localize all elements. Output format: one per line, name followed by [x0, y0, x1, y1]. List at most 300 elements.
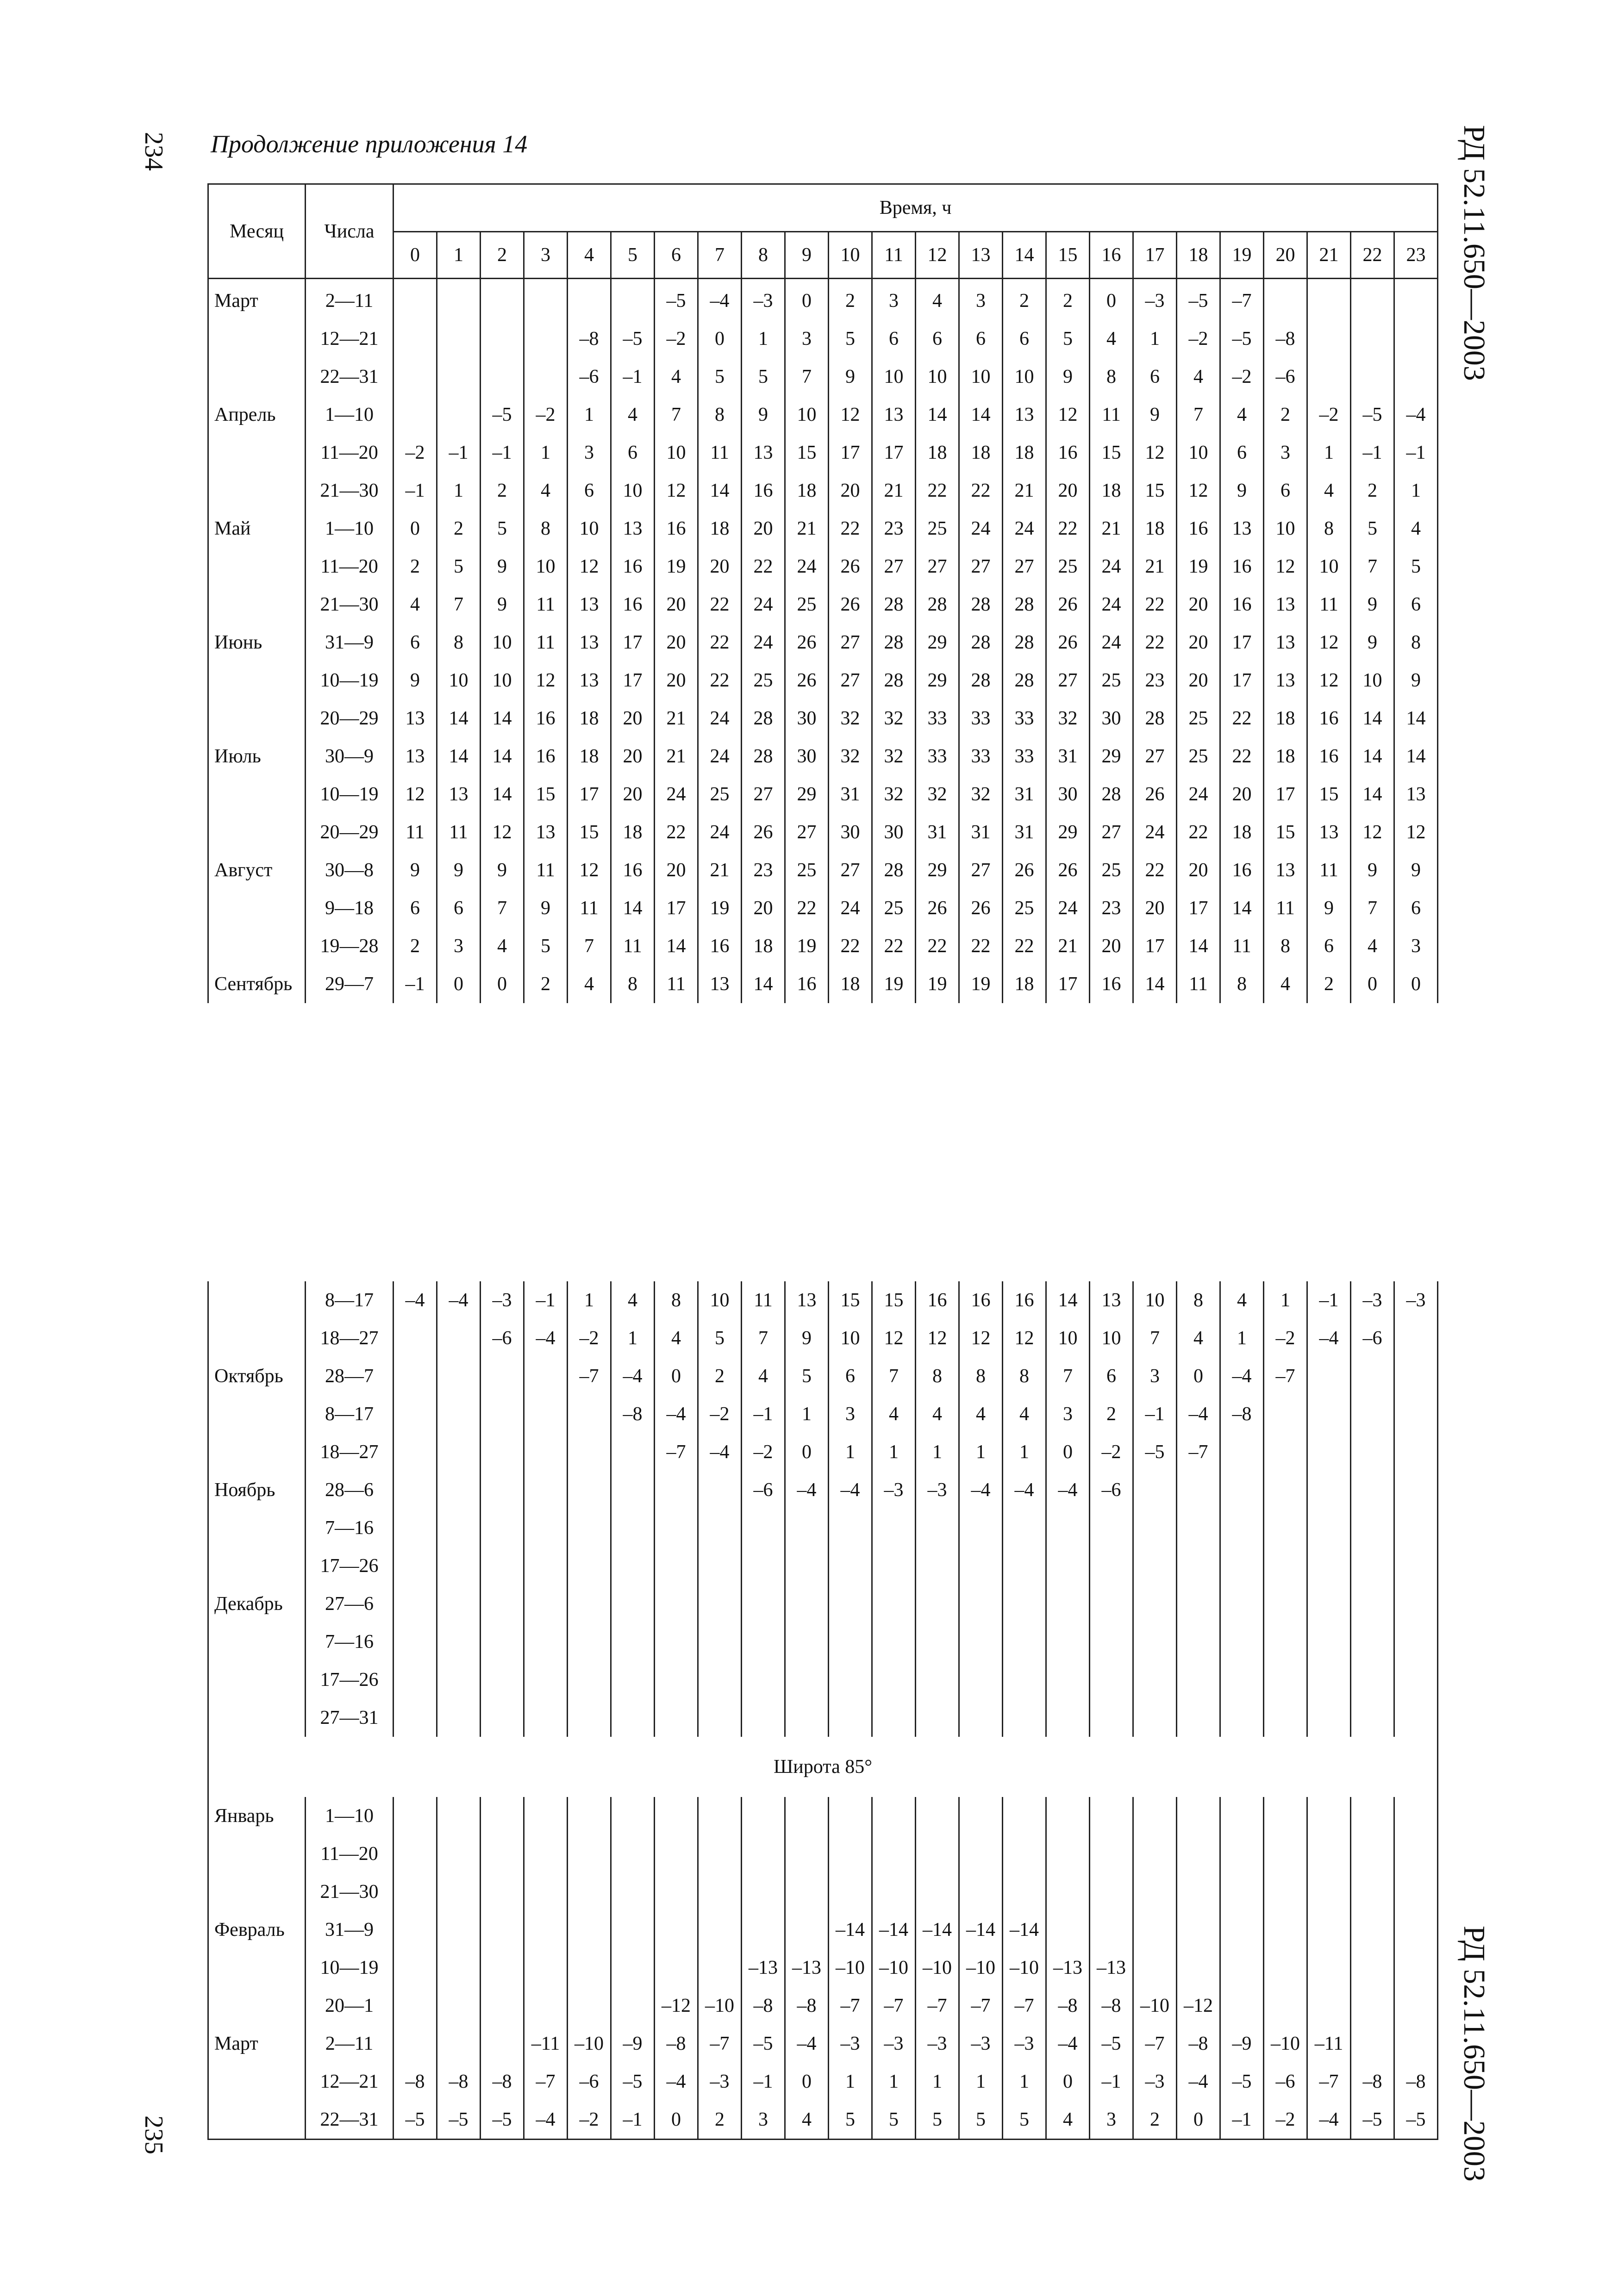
value-cell: [916, 1873, 959, 1911]
value-cell: [1133, 1585, 1177, 1623]
value-cell: –1: [481, 434, 524, 472]
header-hour: 4: [568, 232, 611, 279]
value-cell: [481, 1509, 524, 1547]
value-cell: [1220, 1585, 1264, 1623]
value-cell: –7: [1003, 1987, 1046, 2025]
value-cell: 15: [524, 775, 568, 813]
value-cell: [481, 1547, 524, 1585]
value-cell: 14: [1351, 699, 1394, 737]
value-cell: 12: [829, 396, 872, 434]
doc-code-bottom: РД 52.11.650—2003: [1457, 1926, 1491, 2182]
value-cell: [655, 1835, 698, 1873]
month-cell: [208, 1281, 306, 1319]
value-cell: 9: [394, 851, 437, 889]
value-cell: 4: [568, 965, 611, 1003]
value-cell: –5: [1394, 2101, 1438, 2140]
value-cell: 29: [916, 624, 959, 661]
value-cell: [1351, 2025, 1394, 2063]
value-cell: 22: [1046, 510, 1090, 548]
value-cell: [568, 1661, 611, 1699]
value-cell: [1351, 279, 1394, 320]
value-cell: [394, 1319, 437, 1357]
value-cell: [437, 1357, 481, 1395]
value-cell: 14: [1351, 737, 1394, 775]
value-cell: 3: [959, 279, 1003, 320]
value-cell: 31: [916, 813, 959, 851]
value-cell: –8: [1264, 320, 1307, 358]
value-cell: 2: [1003, 279, 1046, 320]
value-cell: [1220, 1433, 1264, 1471]
value-cell: –1: [611, 2101, 655, 2140]
value-cell: –6: [1264, 358, 1307, 396]
value-cell: [1003, 1873, 1046, 1911]
value-cell: –4: [1177, 2063, 1220, 2101]
value-cell: –2: [1177, 320, 1220, 358]
value-cell: [1220, 1835, 1264, 1873]
value-cell: 30: [1090, 699, 1133, 737]
value-cell: [481, 1623, 524, 1661]
value-cell: 14: [1220, 889, 1264, 927]
value-cell: [394, 1357, 437, 1395]
value-cell: –1: [524, 1281, 568, 1319]
value-cell: [481, 1357, 524, 1395]
dates-cell: 10—19: [306, 661, 394, 699]
value-cell: [1220, 1699, 1264, 1737]
value-cell: [1394, 1319, 1438, 1357]
value-cell: [1090, 1509, 1133, 1547]
value-cell: 13: [1307, 813, 1351, 851]
value-cell: [959, 1699, 1003, 1737]
value-cell: –9: [611, 2025, 655, 2063]
value-cell: 14: [611, 889, 655, 927]
table-row: [208, 1911, 1438, 1949]
value-cell: 17: [1046, 965, 1090, 1003]
value-cell: –6: [568, 358, 611, 396]
value-cell: [611, 1471, 655, 1509]
value-cell: 28: [872, 624, 916, 661]
value-cell: [916, 1547, 959, 1585]
value-cell: –4: [698, 1433, 742, 1471]
table-row: [208, 1319, 1438, 1357]
dates-cell: 11—20: [306, 548, 394, 586]
value-cell: [785, 1911, 829, 1949]
value-cell: 0: [1351, 965, 1394, 1003]
value-cell: 16: [524, 699, 568, 737]
value-cell: [481, 2025, 524, 2063]
value-cell: 33: [959, 737, 1003, 775]
value-cell: [437, 1547, 481, 1585]
value-cell: 16: [1046, 434, 1090, 472]
value-cell: 5: [1003, 2101, 1046, 2140]
value-cell: –6: [1351, 1319, 1394, 1357]
value-cell: [437, 1911, 481, 1949]
value-cell: 29: [916, 851, 959, 889]
value-cell: [698, 1911, 742, 1949]
value-cell: 17: [611, 661, 655, 699]
month-cell: [208, 586, 306, 624]
value-cell: 24: [698, 737, 742, 775]
value-cell: [437, 1835, 481, 1873]
dates-cell: 31—9: [306, 624, 394, 661]
value-cell: 24: [1046, 889, 1090, 927]
value-cell: 30: [829, 813, 872, 851]
value-cell: 0: [437, 965, 481, 1003]
value-cell: [655, 1623, 698, 1661]
value-cell: 13: [568, 624, 611, 661]
value-cell: 13: [568, 661, 611, 699]
value-cell: [1220, 1797, 1264, 1835]
value-cell: 0: [1394, 965, 1438, 1003]
value-cell: [568, 1949, 611, 1987]
value-cell: –10: [829, 1949, 872, 1987]
value-cell: 21: [872, 472, 916, 510]
value-cell: [481, 1835, 524, 1873]
value-cell: –1: [742, 2063, 785, 2101]
value-cell: [524, 1547, 568, 1585]
value-cell: [1307, 1987, 1351, 2025]
month-cell: [208, 775, 306, 813]
value-cell: 16: [785, 965, 829, 1003]
value-cell: 28: [959, 586, 1003, 624]
header-hour: 15: [1046, 232, 1090, 279]
value-cell: –10: [1133, 1987, 1177, 2025]
value-cell: 15: [568, 813, 611, 851]
table-row: [208, 661, 1438, 699]
value-cell: 0: [1177, 2101, 1220, 2140]
value-cell: [742, 1585, 785, 1623]
value-cell: [872, 1547, 916, 1585]
value-cell: –14: [1003, 1911, 1046, 1949]
value-cell: –4: [1220, 1357, 1264, 1395]
value-cell: [916, 1585, 959, 1623]
value-cell: 9: [785, 1319, 829, 1357]
value-cell: 13: [394, 737, 437, 775]
value-cell: 14: [1133, 965, 1177, 1003]
value-cell: 15: [829, 1281, 872, 1319]
value-cell: 23: [742, 851, 785, 889]
value-cell: 5: [872, 2101, 916, 2140]
value-cell: 11: [1177, 965, 1220, 1003]
value-cell: 10: [524, 548, 568, 586]
value-cell: 1: [437, 472, 481, 510]
value-cell: [437, 279, 481, 320]
value-cell: 4: [655, 1319, 698, 1357]
value-cell: 16: [1220, 586, 1264, 624]
value-cell: 11: [742, 1281, 785, 1319]
dates-cell: 1—10: [306, 396, 394, 434]
table-row: [208, 775, 1438, 813]
value-cell: [394, 1911, 437, 1949]
value-cell: –2: [568, 1319, 611, 1357]
table-row: [208, 1395, 1438, 1433]
value-cell: 2: [1307, 965, 1351, 1003]
value-cell: 14: [742, 965, 785, 1003]
value-cell: [1046, 1623, 1090, 1661]
value-cell: 19: [785, 927, 829, 965]
value-cell: 32: [872, 737, 916, 775]
value-cell: [959, 1661, 1003, 1699]
value-cell: [481, 279, 524, 320]
value-cell: 22: [1003, 927, 1046, 965]
table-row: [208, 358, 1438, 396]
value-cell: 15: [1307, 775, 1351, 813]
value-cell: 22: [1220, 699, 1264, 737]
value-cell: 5: [698, 1319, 742, 1357]
value-cell: 6: [1090, 1357, 1133, 1395]
value-cell: –14: [872, 1911, 916, 1949]
value-cell: 27: [785, 813, 829, 851]
value-cell: [655, 1509, 698, 1547]
section-title: Широта 85°: [208, 1737, 1438, 1797]
value-cell: 26: [785, 624, 829, 661]
value-cell: 1: [1003, 2063, 1046, 2101]
value-cell: 24: [1133, 813, 1177, 851]
value-cell: 4: [524, 472, 568, 510]
value-cell: 15: [785, 434, 829, 472]
value-cell: 27: [1133, 737, 1177, 775]
month-cell: [208, 1949, 306, 1987]
value-cell: [1003, 1509, 1046, 1547]
value-cell: [481, 1433, 524, 1471]
value-cell: 28: [916, 586, 959, 624]
value-cell: [698, 1585, 742, 1623]
value-cell: 18: [829, 965, 872, 1003]
value-cell: –3: [1133, 279, 1177, 320]
value-cell: [611, 1585, 655, 1623]
value-cell: 10: [437, 661, 481, 699]
dates-cell: 1—10: [306, 510, 394, 548]
header-hour: 5: [611, 232, 655, 279]
month-cell: [208, 699, 306, 737]
value-cell: 5: [1351, 510, 1394, 548]
value-cell: –3: [1394, 1281, 1438, 1319]
value-cell: [829, 1585, 872, 1623]
table-row: [208, 548, 1438, 586]
value-cell: [568, 1585, 611, 1623]
value-cell: 3: [437, 927, 481, 965]
header-hour: 2: [481, 232, 524, 279]
value-cell: [1351, 1911, 1394, 1949]
value-cell: 16: [959, 1281, 1003, 1319]
value-cell: 7: [1046, 1357, 1090, 1395]
value-cell: 12: [568, 851, 611, 889]
value-cell: 18: [1264, 737, 1307, 775]
value-cell: [1351, 1699, 1394, 1737]
value-cell: 2: [1046, 279, 1090, 320]
value-cell: 0: [698, 320, 742, 358]
value-cell: [1003, 1585, 1046, 1623]
value-cell: [1003, 1835, 1046, 1873]
value-cell: –1: [742, 1395, 785, 1433]
table-row: [208, 1949, 1438, 1987]
value-cell: 11: [1220, 927, 1264, 965]
value-cell: [872, 1585, 916, 1623]
value-cell: 22: [655, 813, 698, 851]
table-row: [208, 279, 1438, 320]
value-cell: 12: [1003, 1319, 1046, 1357]
value-cell: 25: [1046, 548, 1090, 586]
value-cell: 5: [481, 510, 524, 548]
value-cell: 12: [1046, 396, 1090, 434]
value-cell: [524, 1835, 568, 1873]
value-cell: –2: [1307, 396, 1351, 434]
value-cell: –2: [1264, 1319, 1307, 1357]
value-cell: –5: [1133, 1433, 1177, 1471]
value-cell: –10: [959, 1949, 1003, 1987]
value-cell: –4: [1307, 1319, 1351, 1357]
value-cell: [1177, 1509, 1220, 1547]
value-cell: [394, 1835, 437, 1873]
value-cell: 13: [1394, 775, 1438, 813]
value-cell: 1: [959, 1433, 1003, 1471]
value-cell: –4: [785, 1471, 829, 1509]
value-cell: 30: [872, 813, 916, 851]
value-cell: [829, 1509, 872, 1547]
value-cell: [1264, 1623, 1307, 1661]
month-cell: Май: [208, 510, 306, 548]
value-cell: –7: [916, 1987, 959, 2025]
value-cell: 2: [1133, 2101, 1177, 2140]
value-cell: 17: [829, 434, 872, 472]
value-cell: [829, 1873, 872, 1911]
value-cell: 27: [829, 661, 872, 699]
value-cell: –4: [437, 1281, 481, 1319]
value-cell: 7: [437, 586, 481, 624]
value-cell: [1394, 1987, 1438, 2025]
value-cell: [785, 1547, 829, 1585]
value-cell: 24: [959, 510, 1003, 548]
dates-cell: 2—11: [306, 2025, 394, 2063]
header-hour: 10: [829, 232, 872, 279]
value-cell: 24: [698, 813, 742, 851]
value-cell: [1351, 358, 1394, 396]
value-cell: [1220, 1547, 1264, 1585]
value-cell: [1307, 1509, 1351, 1547]
value-cell: 11: [1264, 889, 1307, 927]
value-cell: –6: [1090, 1471, 1133, 1509]
month-cell: [208, 358, 306, 396]
value-cell: [829, 1547, 872, 1585]
value-cell: –6: [568, 2063, 611, 2101]
value-cell: 18: [1090, 472, 1133, 510]
value-cell: 5: [959, 2101, 1003, 2140]
dates-cell: 7—16: [306, 1623, 394, 1661]
value-cell: [1307, 1873, 1351, 1911]
value-cell: [524, 1987, 568, 2025]
month-cell: [208, 889, 306, 927]
value-cell: –10: [916, 1949, 959, 1987]
value-cell: 12: [481, 813, 524, 851]
value-cell: –13: [1046, 1949, 1090, 1987]
value-cell: –5: [1090, 2025, 1133, 2063]
value-cell: [611, 1797, 655, 1835]
value-cell: 26: [1046, 586, 1090, 624]
dates-cell: 20—1: [306, 1987, 394, 2025]
value-cell: 1: [785, 1395, 829, 1433]
value-cell: [1046, 1547, 1090, 1585]
value-cell: –12: [655, 1987, 698, 2025]
value-cell: [1351, 1395, 1394, 1433]
value-cell: –1: [1307, 1281, 1351, 1319]
value-cell: [524, 1873, 568, 1911]
value-cell: 11: [1307, 851, 1351, 889]
value-cell: 5: [742, 358, 785, 396]
value-cell: [1177, 1471, 1220, 1509]
value-cell: [437, 320, 481, 358]
value-cell: [437, 396, 481, 434]
value-cell: [698, 1835, 742, 1873]
value-cell: 22: [916, 927, 959, 965]
value-cell: 5: [829, 2101, 872, 2140]
dates-cell: 8—17: [306, 1281, 394, 1319]
value-cell: [742, 1623, 785, 1661]
doc-code-top: РД 52.11.650—2003: [1457, 125, 1491, 381]
value-cell: –3: [959, 2025, 1003, 2063]
value-cell: [1090, 1835, 1133, 1873]
value-cell: [394, 396, 437, 434]
value-cell: 21: [698, 851, 742, 889]
value-cell: [1351, 1357, 1394, 1395]
value-cell: 33: [959, 699, 1003, 737]
value-cell: 18: [1264, 699, 1307, 737]
value-cell: –11: [524, 2025, 568, 2063]
dates-cell: 21—30: [306, 586, 394, 624]
value-cell: 28: [742, 737, 785, 775]
value-cell: [959, 1585, 1003, 1623]
value-cell: 31: [1003, 775, 1046, 813]
value-cell: 1: [524, 434, 568, 472]
value-cell: 13: [568, 586, 611, 624]
value-cell: [1046, 1911, 1090, 1949]
value-cell: 16: [742, 472, 785, 510]
value-cell: [1264, 1949, 1307, 1987]
month-cell: [208, 1623, 306, 1661]
value-cell: –8: [1351, 2063, 1394, 2101]
value-cell: 4: [1264, 965, 1307, 1003]
value-cell: 10: [1046, 1319, 1090, 1357]
header-hour: 23: [1394, 232, 1438, 279]
value-cell: 31: [1046, 737, 1090, 775]
month-cell: Март: [208, 2025, 306, 2063]
dates-cell: 10—19: [306, 1949, 394, 1987]
value-cell: [394, 1699, 437, 1737]
value-cell: [1264, 1471, 1307, 1509]
value-cell: –7: [1264, 1357, 1307, 1395]
value-cell: [394, 1873, 437, 1911]
value-cell: –1: [611, 358, 655, 396]
value-cell: 0: [1046, 1433, 1090, 1471]
month-cell: [208, 1433, 306, 1471]
month-cell: [208, 1547, 306, 1585]
value-cell: 17: [1264, 775, 1307, 813]
value-cell: 8: [611, 965, 655, 1003]
value-cell: 9: [1394, 851, 1438, 889]
value-cell: 6: [437, 889, 481, 927]
value-cell: 13: [1264, 851, 1307, 889]
dates-cell: 27—6: [306, 1585, 394, 1623]
dates-cell: 19—28: [306, 927, 394, 965]
value-cell: [611, 1661, 655, 1699]
value-cell: [655, 1949, 698, 1987]
value-cell: 20: [742, 889, 785, 927]
value-cell: [394, 1433, 437, 1471]
value-cell: 8: [1220, 965, 1264, 1003]
value-cell: 10: [1003, 358, 1046, 396]
value-cell: [611, 1547, 655, 1585]
value-cell: [1133, 1835, 1177, 1873]
value-cell: [568, 1395, 611, 1433]
value-cell: 18: [1133, 510, 1177, 548]
